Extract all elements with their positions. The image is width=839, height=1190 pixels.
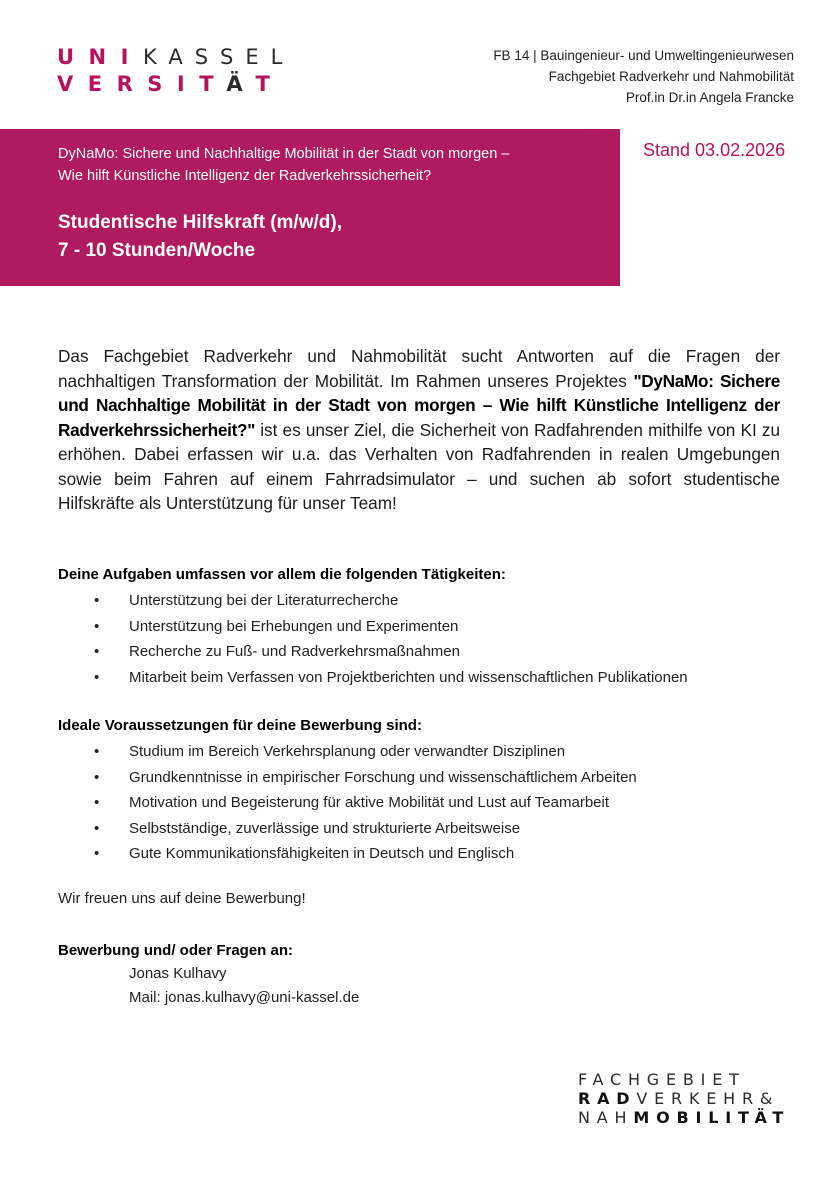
university-logo <box>57 44 294 98</box>
date-stamp: Stand 03.02.2026 <box>643 140 786 160</box>
closing-line: Wir freuen uns auf deine Bewerbung! <box>58 890 306 907</box>
contact-email: Mail: jonas.kulhavy@uni-kassel.de <box>129 989 360 1006</box>
list-item: • Recherche zu Fuß- und Radverkehrsmaßnahmen <box>58 639 780 665</box>
requirements-section <box>58 716 780 867</box>
title-banner <box>0 129 620 286</box>
requirements-heading: Ideale Voraussetzungen für deine Bewerbung sind: <box>58 717 422 734</box>
bullet-icon: • <box>94 743 100 760</box>
bullet-icon: • <box>94 845 100 862</box>
contact-section <box>58 940 780 1010</box>
list-item: • Studium im Bereich Verkehrsplanung oder verwandter Disziplinen <box>58 739 780 765</box>
department-line: FB 14 | Bauingenieur- und Umweltingenieurwesen <box>493 48 794 63</box>
tasks-section <box>58 565 780 690</box>
project-title-line-1: DyNaMo: Sichere und Nachhaltige Mobilität in der Stadt von morgen – <box>58 146 510 162</box>
intro-project-name: "DyNaMo: Sichere und Nachhaltige Mobilität in der Stadt von morgen – Wie hilft Künstliche Intelligenz der Radverkehrssicherheit?" <box>58 370 780 440</box>
intro-text-2: ist es unser Ziel, die Sicherheit von Radfahrenden mithilfe von KI zu erhöhen. Dabei erfassen wir u.a. das Verhalten von Radfahrenden in realen Umgebungen sowie beim Fahren auf einem Fahrradsimulator – und suchen ab sofort studentische Hilfskräfte als Unterstützung für unser Team! <box>58 419 780 513</box>
list-item: • Grundkenntnisse in empirischer Forschung und wissenschaftlichem Arbeiten <box>58 765 780 791</box>
intro-text-1: Das Fachgebiet Radverkehr und Nahmobilität sucht Antworten auf die Fragen der nachhaltigen Transformation der Mobilität. Im Rahmen unseres Projektes <box>58 346 780 391</box>
list-item: • Selbstständige, zuverlässige und strukturierte Arbeitsweise <box>58 816 780 842</box>
list-item: • Unterstützung bei der Literaturrecherche <box>58 588 780 614</box>
bullet-icon: • <box>94 794 100 811</box>
professor-line: Prof.in Dr.in Angela Francke <box>625 90 794 105</box>
list-item: • Gute Kommunikationsfähigkeiten in Deutsch und Englisch <box>58 841 780 867</box>
logo-uni: UNI <box>57 45 143 69</box>
job-title <box>58 209 342 265</box>
logo-kassel: KASSEL <box>142 45 295 69</box>
bullet-icon: • <box>94 617 100 635</box>
list-item: • Motivation und Begeisterung für aktive Mobilität und Lust auf Teamarbeit <box>58 790 780 816</box>
chair-logo <box>578 1070 790 1127</box>
bullet-icon: • <box>94 819 100 837</box>
requirements-list <box>58 739 780 867</box>
logo-t: T <box>255 72 285 96</box>
logo-row-1 <box>57 44 294 71</box>
logo-versit: VERSIT <box>57 72 227 96</box>
project-title <box>58 143 603 187</box>
intro-paragraph <box>58 344 780 516</box>
chair-logo-line-2: RADVERKEHR& <box>578 1089 780 1108</box>
tasks-list <box>58 588 780 690</box>
department-info <box>493 45 794 108</box>
contact-name: Jonas Kulhavy <box>129 965 227 982</box>
logo-row-2 <box>57 71 294 98</box>
chair-logo-line-3: NAHMOBILITÄT <box>578 1108 791 1127</box>
bullet-icon: • <box>94 643 100 660</box>
logo-ae: Ä <box>226 72 256 96</box>
list-item: • Unterstützung bei Erhebungen und Experimenten <box>58 614 780 640</box>
bullet-icon: • <box>94 592 100 609</box>
tasks-heading: Deine Aufgaben umfassen vor allem die folgenden Tätigkeiten: <box>58 566 506 583</box>
job-title-line-2: 7 - 10 Stunden/Woche <box>58 240 256 261</box>
bullet-icon: • <box>94 768 100 786</box>
project-title-line-2: Wie hilft Künstliche Intelligenz der Radverkehrssicherheit? <box>58 168 432 184</box>
chair-line: Fachgebiet Radverkehr und Nahmobilität <box>548 69 794 84</box>
list-item: • Mitarbeit beim Verfassen von Projektberichten und wissenschaftlichen Publikationen <box>58 665 780 691</box>
job-title-line-1: Studentische Hilfskraft (m/w/d), <box>58 212 342 233</box>
contact-heading: Bewerbung und/ oder Fragen an: <box>58 942 294 959</box>
bullet-icon: • <box>94 668 100 686</box>
chair-logo-line-1: FACHGEBIET <box>578 1070 746 1089</box>
